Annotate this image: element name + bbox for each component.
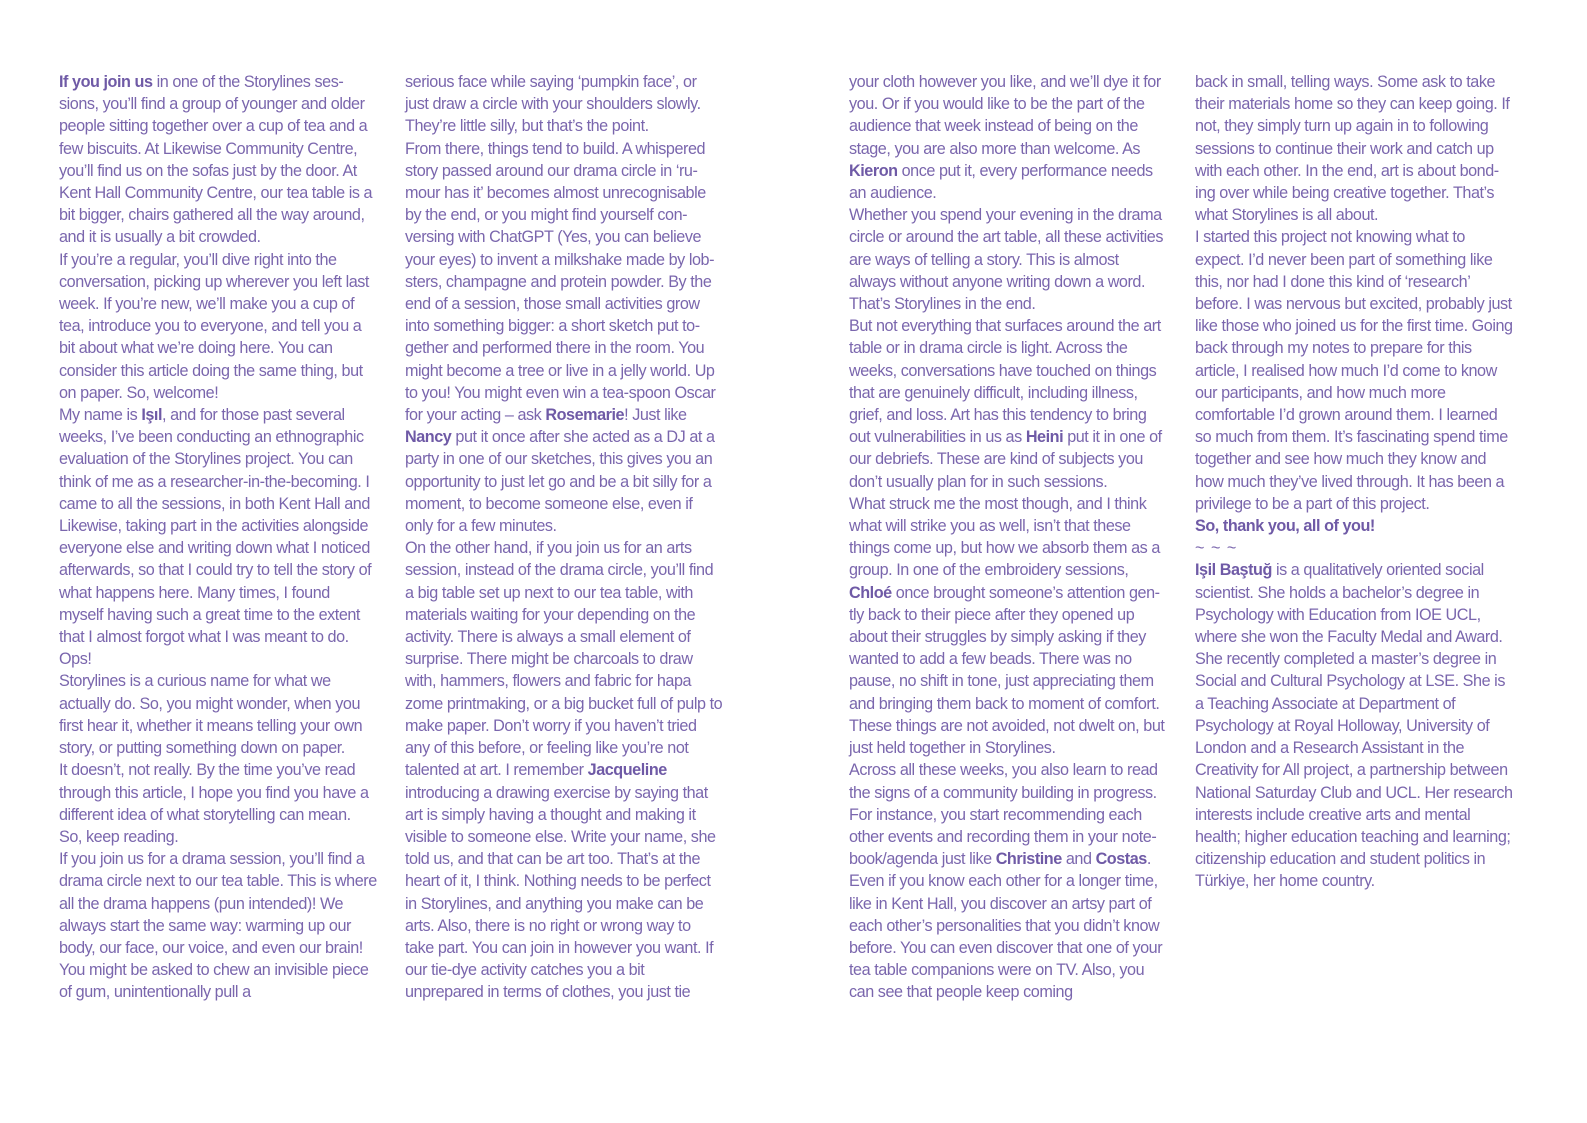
column-2 [405,71,723,1004]
paragraph-text: introducing a drawing exercise by saying that art is simply having a thought and making it visible to someone else. Write your name, she told us, and that can be art too. That’s at the heart of it, I think. Nothing needs to be perfect in Storylines, and anything you make can be arts. Also, there is no right or wrong way to take part. You can join in however you want. If our tie-dye activity catches you a bit unprepared in terms of clothes, you just tie [405,783,716,1002]
paragraph-text: My name is [59,406,142,425]
paragraph: If you’re a regular, you’ll dive right into the conversation, picking up wherever you left last week. If you’re new, we’ll make you a cup of tea, introduce you to everyone, and tell you a bit about what we’re doing here. You can consider this article doing the same thing, but on paper. So, welcome! [59,250,369,402]
thanks-text: So, thank you, all of you! [1195,517,1375,536]
paragraph: If you join us for a drama session, you’ll find a drama circle next to our tea table. This is where all the drama happens (pun intended)! We always start the same way: warming up our body, our face, our voice, and even our brain! You might be asked to chew an invisible piece of gum, unintentionally pull a [59,850,377,1002]
author-bio [1195,559,1513,892]
paragraph-text: in one of the Storylines sessions, you’ll find a group of younger and older people sitting together over a cup of tea and a few biscuits. At Likewise Community Centre, you’ll find us on the sofas just by the door. At Kent Hall Community Centre, our tea table is a bit bigger, chairs gathered all the way around, and it is usually a bit crowded. [59,73,373,247]
participant-name: Heini [1025,428,1064,447]
paragraph: Whether you spend your evening in the drama circle or around the art table, all these activities are ways of telling a story. This is almost always without anyone writing down a word. That’s Storylines in the end. [849,206,1164,314]
participant-name: Chloé [849,583,892,602]
participant-name: Costas [1095,850,1147,869]
paragraph-text: your cloth however you like, and we’ll dye it for you. Or if you would like to be the part of the audience that week instead of being on the stage, you are also more than welcome. As [849,73,1161,158]
participant-name: Rosemarie [545,406,625,425]
participant-name: Christine [995,850,1062,869]
paragraph-text: From there, things tend to build. A whispered story passed around our drama circle in ‘rumour has it’ becomes almost unrecognisable by the end, or you might find yourself conversing with ChatGPT (Yes, you can believe your eyes) to invent a milkshake made by lobsters, champagne and protein powder. By the end of a session, those small activities grow into something bigger: a short sketch put together and performed there in the room. You might become a tree or live in a jelly world. Up to you! You might even win a tea-spoon Oscar for your acting – ask [405,139,716,425]
paragraph-text: put it in one of our debriefs. These are kind of subjects you don’t usually plan for in such sessions. [849,428,1162,491]
paragraph [849,493,1167,759]
paragraph [59,404,377,670]
paragraph-text: What struck me the most though, and I think what will strike you as well, isn’t that these things come up, but how we absorb them as a group. In one of the embroidery sessions, [849,494,1160,580]
paragraph: back in small, telling ways. Some ask to take their materials home so they can keep going. If not, they simply turn up again in to following sessions to continue their work and catch up with each other. In the end, art is about bonding over while being creative together. That’s what Storylines is all about. [1195,73,1510,225]
paragraph [59,71,377,249]
column-3 [849,71,1167,1004]
paragraph-text: put it once after she acted as a DJ at a party in one of our sketches, this gives you an opportunity to just let go and be a bit silly for a moment, to become someone else, even if only for a few minutes. [405,428,715,536]
participant-name: Işıl [141,406,163,425]
paragraph [405,138,723,538]
paragraph-text: On the other hand, if you join us for an arts session, instead of the drama circle, you’ll find a big table set up next to our tea table, with materials waiting for your depending on the activity. There is always a small element of surprise. There might be charcoals to draw with, hammers, flowers and fabric for hapa zome printmaking, or a big bucket full of pulp to make paper. Don’t worry if you haven’t tried any of this before, or feeling like you’re not talented at art. I remember [405,539,723,780]
paragraph: I started this project not knowing what to expect. I’d never been part of something like this, nor had I done this kind of ‘research’ before. I was nervous but excited, probably just like those who joined us for the first time. Going back through my notes to prepare for this article, I realised how much I’d come to know our participants, and how much more comfortable I’d grown around them. I learned so much from them. It’s fascinating spend time together and see how much they know and how much they’ve lived through. It has been a privilege to be a part of this project. [1195,228,1513,513]
paragraph-text: . Even if you know each other for a longer time, like in Kent Hall, you discover an artsy part of each other’s personalities that you didn’t know before. You can even discover that one of your tea table companions were on TV. Also, you can see that people keep coming [849,850,1163,1002]
column-4 [1195,71,1513,893]
paragraph-text: But not everything that surfaces around the art table or in drama circle is light. Across the weeks, conversations have touched on things that are genuinely difficult, including illness, grief, and loss. Art has this tendency to bring out vulnerabilities in us as [849,317,1161,447]
paragraph [849,315,1167,493]
paragraph: It doesn’t, not really. By the time you’ve read through this article, I hope you find you have a different idea of what storytelling can mean. So, keep reading. [59,761,369,846]
column-1 [59,71,377,1004]
paragraph-text: Across all these weeks, you also learn to read the signs of a community building in progress. For instance, you start recommending each other events and recording them in your notebook/agenda just like [849,761,1158,869]
bio-text: is a qualitatively oriented social scientist. She holds a bachelor’s degree in Psychology with Education from IOE UCL, where she won the Faculty Medal and Award. She recently completed a master’s degree in Social and Cultural Psychology at LSE. She is a Teaching Associate at Department of Psychology at Royal Holloway, University of London and a Research Assistant in the Creativity for All project, a partnership between National Saturday Club and UCL. Her research interests include creative arts and mental health; higher education teaching and learning; citizenship education and student politics in Türkiye, her home country. [1195,561,1513,891]
participant-name: Nancy [405,428,452,447]
participant-name: Kieron [849,161,898,180]
paragraph [849,71,1167,204]
closing-thanks [1195,515,1513,537]
paragraph-text: once brought someone’s attention gently back to their piece after they opened up about their struggles by simply asking if they wanted to add a few beads. There was no pause, no shift in tone, just appreciating them and bringing them back to moment of comfort. These things are not avoided, not dwelt on, but just held together in Storylines. [849,583,1165,758]
paragraph-text: ! Just like [624,406,687,425]
lead-in: If you join us [59,73,153,91]
paragraph: Storylines is a curious name for what we actually do. So, you might wonder, when you first hear it, whether it means telling your own story, or putting something down on paper. [59,672,363,758]
paragraph [849,759,1167,1003]
author-name: Işil Baştuğ [1195,561,1272,580]
paragraph-text: , and for those past several weeks, I’ve been conducting an ethnographic evaluation of the Storylines project. You can think of me as a researcher-in-the-becoming. I came to all the sessions, in both Kent Hall and Likewise, taking part in the activities alongside everyone else and writing down what I noticed afterwards, so that I could try to tell the story of what happens here. Many times, I found myself having such a great time to the extent that I almost forgot what I was meant to do. Ops! [59,406,372,669]
paragraph: serious face while saying ‘pumpkin face’, or just draw a circle with your shoulders slowly. They’re little silly, but that’s the point. [405,73,701,136]
participant-name: Jacqueline [587,761,667,780]
section-divider: ~ ~ ~ [1195,539,1238,558]
paragraph-text: once put it, every performance needs an audience. [849,161,1153,203]
paragraph [405,537,723,1003]
paragraph-text: and [1061,850,1096,869]
